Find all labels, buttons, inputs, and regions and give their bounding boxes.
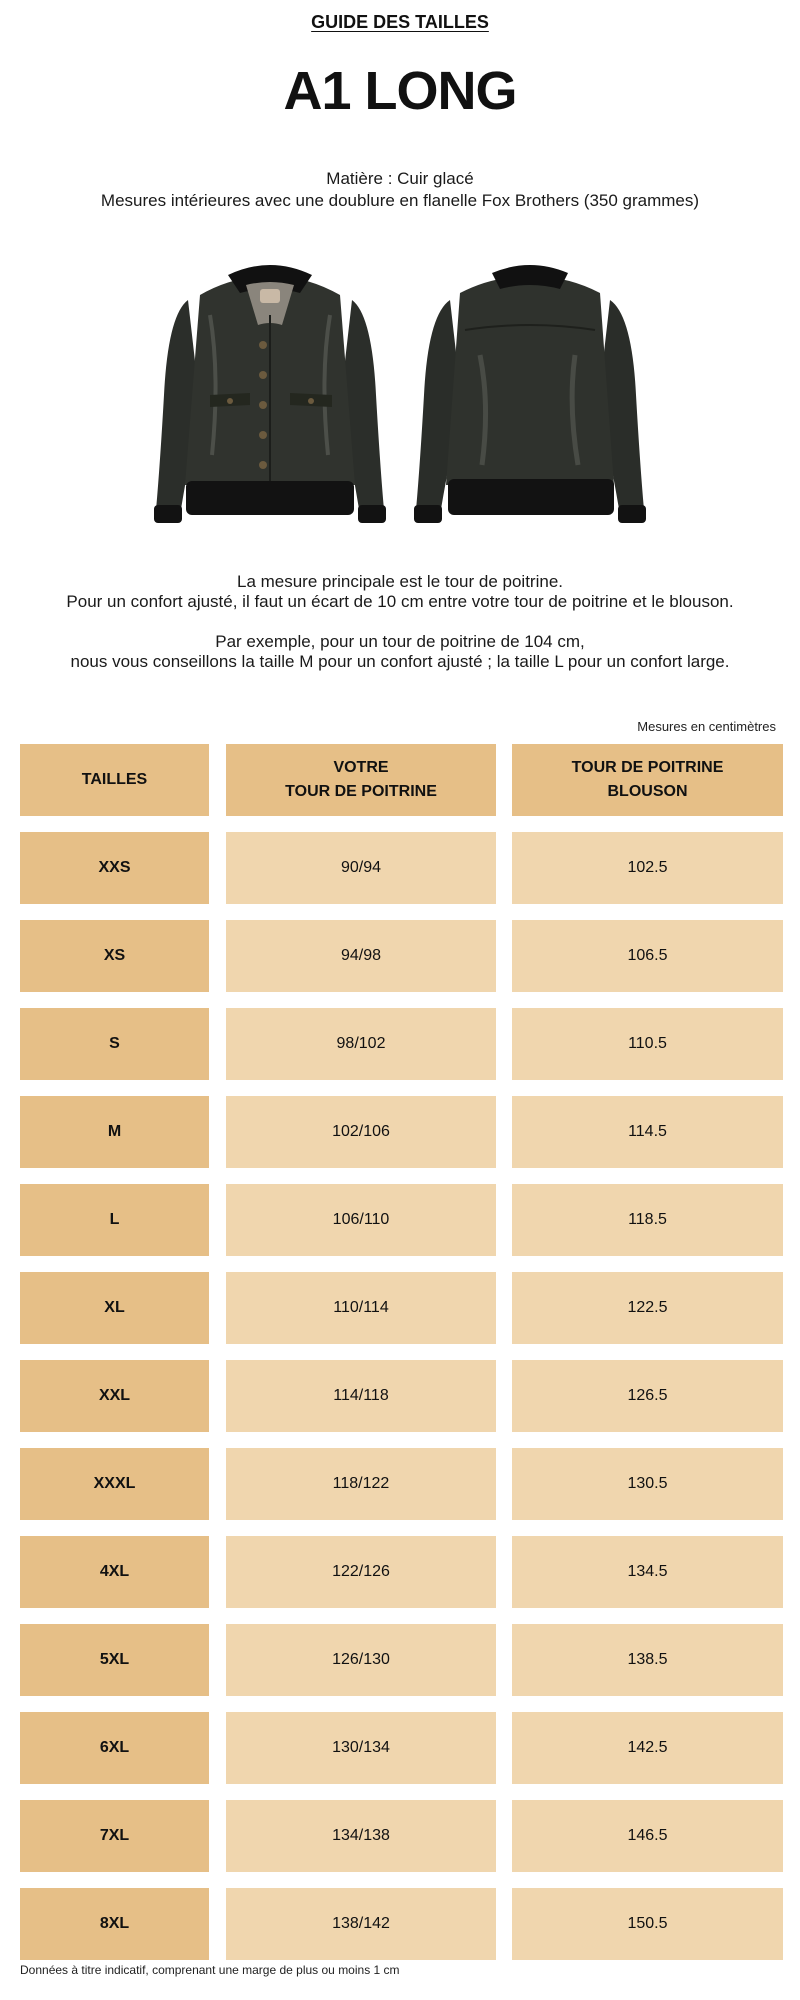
table-header-row xyxy=(20,744,783,816)
size-cell: XXS xyxy=(20,832,209,904)
jacket-cell: 110.5 xyxy=(512,1008,783,1080)
guide-title: GUIDE DES TAILLES xyxy=(311,12,489,32)
advice-line: La mesure principale est le tour de poitrine. xyxy=(236,572,563,591)
jacket-cell: 122.5 xyxy=(512,1272,783,1344)
header-chest-line2: TOUR DE POITRINE xyxy=(285,783,437,800)
chest-cell: 110/114 xyxy=(226,1272,496,1344)
chest-cell: 130/134 xyxy=(226,1712,496,1784)
table-row xyxy=(20,1184,783,1256)
header-sizes: TAILLES xyxy=(20,744,209,816)
table-row xyxy=(20,832,783,904)
jacket-cell: 106.5 xyxy=(512,920,783,992)
table-row xyxy=(20,1800,783,1872)
table-row xyxy=(20,1360,783,1432)
size-cell: XL xyxy=(20,1272,209,1344)
size-cell: XS xyxy=(20,920,209,992)
header-chest-line1: VOTRE xyxy=(333,759,389,776)
size-cell: L xyxy=(20,1184,209,1256)
jacket-cell: 138.5 xyxy=(512,1624,783,1696)
jacket-cell: 118.5 xyxy=(512,1184,783,1256)
table-row xyxy=(20,920,783,992)
table-row xyxy=(20,1448,783,1520)
jacket-front-image xyxy=(150,255,390,535)
jacket-cell: 130.5 xyxy=(512,1448,783,1520)
jacket-back-image xyxy=(410,255,650,535)
chest-cell: 94/98 xyxy=(226,920,496,992)
size-cell: S xyxy=(20,1008,209,1080)
product-title: A1 LONG xyxy=(283,61,517,121)
size-cell: 6XL xyxy=(20,1712,209,1784)
chest-cell: 114/118 xyxy=(226,1360,496,1432)
table-row xyxy=(20,1624,783,1696)
material-info xyxy=(0,168,800,212)
table-row xyxy=(20,1008,783,1080)
jacket-cell: 102.5 xyxy=(512,832,783,904)
table-row xyxy=(20,1536,783,1608)
footnote: Données à titre indicatif, comprenant une marge de plus ou moins 1 cm xyxy=(20,1963,400,1977)
header-jacket-line1: TOUR DE POITRINE xyxy=(571,759,724,776)
size-cell: 7XL xyxy=(20,1800,209,1872)
size-cell: M xyxy=(20,1096,209,1168)
chest-cell: 118/122 xyxy=(226,1448,496,1520)
size-cell: 8XL xyxy=(20,1888,209,1960)
advice-text xyxy=(0,572,800,692)
jacket-cell: 150.5 xyxy=(512,1888,783,1960)
size-cell: 4XL xyxy=(20,1536,209,1608)
advice-line: Pour un confort ajusté, il faut un écart de 10 cm entre votre tour de poitrine et le blouson. xyxy=(66,592,734,611)
chest-cell: 122/126 xyxy=(226,1536,496,1608)
jacket-images xyxy=(150,255,650,535)
jacket-cell: 134.5 xyxy=(512,1536,783,1608)
size-cell: 5XL xyxy=(20,1624,209,1696)
material-line: Matière : Cuir glacé xyxy=(326,169,474,188)
lining-line: Mesures intérieures avec une doublure en flanelle Fox Brothers (350 grammes) xyxy=(100,191,700,210)
chest-cell: 98/102 xyxy=(226,1008,496,1080)
example-line: Par exemple, pour un tour de poitrine de 104 cm, xyxy=(215,632,585,651)
jacket-cell: 142.5 xyxy=(512,1712,783,1784)
header-jacket xyxy=(512,744,783,816)
chest-cell: 126/130 xyxy=(226,1624,496,1696)
table-row xyxy=(20,1712,783,1784)
chest-cell: 102/106 xyxy=(226,1096,496,1168)
chest-cell: 90/94 xyxy=(226,832,496,904)
jacket-cell: 146.5 xyxy=(512,1800,783,1872)
size-cell: XXL xyxy=(20,1360,209,1432)
chest-cell: 134/138 xyxy=(226,1800,496,1872)
size-cell: XXXL xyxy=(20,1448,209,1520)
header-jacket-line2: BLOUSON xyxy=(607,783,688,800)
chest-cell: 106/110 xyxy=(226,1184,496,1256)
units-note: Mesures en centimètres xyxy=(637,719,776,734)
jacket-cell: 126.5 xyxy=(512,1360,783,1432)
table-row xyxy=(20,1096,783,1168)
example-line: nous vous conseillons la taille M pour un confort ajusté ; la taille L pour un confort large. xyxy=(70,652,730,671)
table-row xyxy=(20,1272,783,1344)
table-row xyxy=(20,1888,783,1960)
jacket-cell: 114.5 xyxy=(512,1096,783,1168)
chest-cell: 138/142 xyxy=(226,1888,496,1960)
header-chest xyxy=(226,744,496,816)
